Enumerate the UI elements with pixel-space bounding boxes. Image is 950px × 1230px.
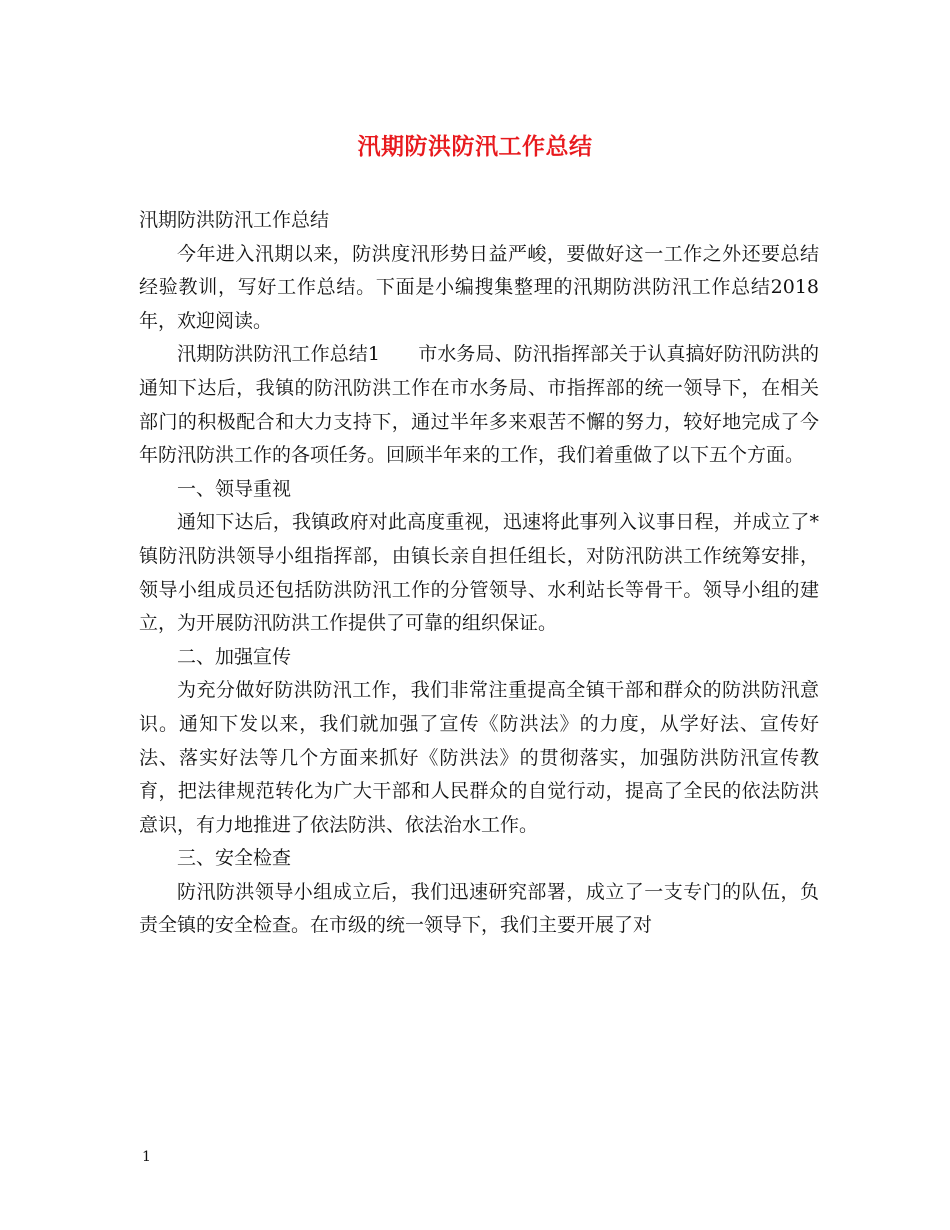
section-heading-publicity: 二、加强宣传	[177, 645, 292, 668]
paragraph-inspection: 防汛防洪领导小组成立后，我们迅速研究部署，成立了一支专门的队伍，负责全镇的安全检查。在市级的统一领导下，我们主要开展了对	[139, 880, 819, 937]
section-heading-inspection: 三、安全检查	[177, 847, 292, 870]
paragraph-summary-1: 汛期防洪防汛工作总结1 市水务局、防汛指挥部关于认真搞好防汛防洪的通知下达后，我镇的防汛防洪工作在市水务局、市指挥部的统一领导下，在相关部门的积极配合和大力支持下，通过半年多来艰苦不懈的努力，较好地完成了今年防汛防洪工作的各项任务。回顾半年来的工作，我们着重做了以下五个方面。	[139, 343, 819, 467]
section-heading-leadership: 一、领导重视	[177, 477, 292, 500]
document-body	[139, 204, 819, 943]
page-number: 1	[142, 1149, 151, 1165]
document-title: 汛期防洪防汛工作总结	[357, 133, 593, 160]
paragraph-publicity: 为充分做好防洪防汛工作，我们非常注重提高全镇干部和群众的防洪防汛意识。通知下发以来，我们就加强了宣传《防洪法》的力度，从学好法、宣传好法、落实好法等几个方面来抓好《防洪法》的贯彻落实，加强防洪防汛宣传教育，把法律规范转化为广大干部和人民群众的自觉行动，提高了全民的依法防洪意识，有力地推进了依法防洪、依法治水工作。	[139, 679, 819, 836]
paragraph-heading: 汛期防洪防汛工作总结	[139, 209, 330, 231]
paragraph-intro: 今年进入汛期以来，防洪度汛形势日益严峻，要做好这一工作之外还要总结经验教训，写好工作总结。下面是小编搜集整理的汛期防洪防汛工作总结2018年，欢迎阅读。	[139, 242, 819, 332]
paragraph-leadership: 通知下达后，我镇政府对此高度重视，迅速将此事列入议事日程，并成立了*镇防汛防洪领导小组指挥部，由镇长亲自担任组长，对防汛防洪工作统筹安排，领导小组成员还包括防洪防汛工作的分管领导、水利站长等骨干。领导小组的建立，为开展防汛防洪工作提供了可靠的组织保证。	[139, 511, 819, 635]
